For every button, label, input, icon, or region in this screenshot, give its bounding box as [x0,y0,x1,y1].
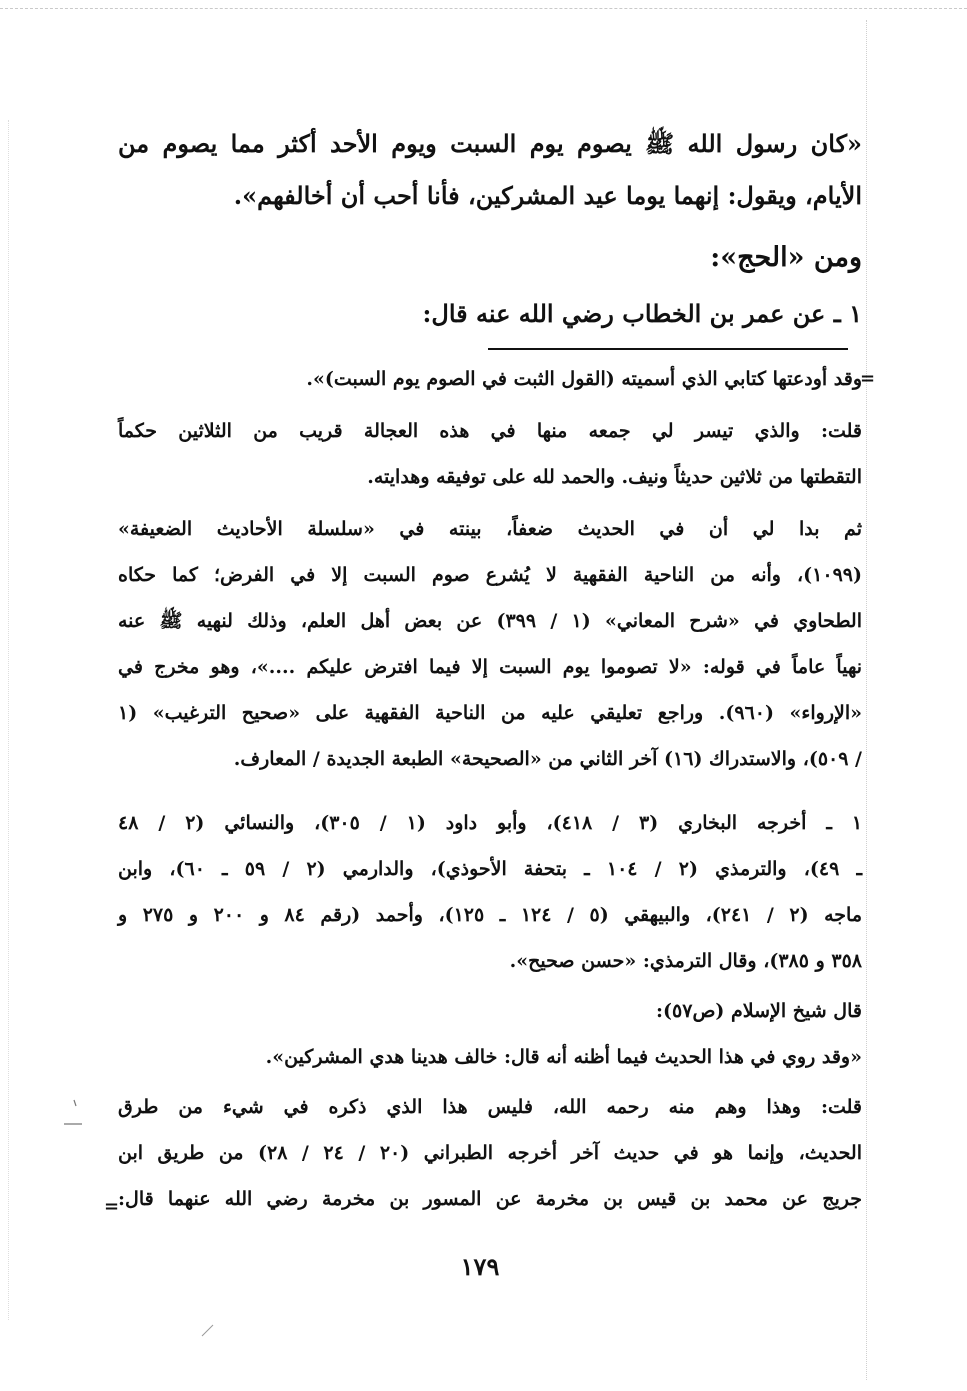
stray-pencil-mark-icon [200,1322,216,1338]
hadith-intro-text: ١ ـ عن عمر بن الخطاب رضي الله عنه قال: [422,299,862,328]
section-heading-text: ومن «الحج»: [710,242,862,273]
main-text-line: «كان رسول الله ﷺ يصوم يوم السبت ويوم الأحد أكثر مما يصوم من [118,129,862,158]
footnote-line: «الإرواء» (٩٦٠). وراجع تعليقي عليه من الناحية الفقهية على «صحيح الترغيب» (١ [118,702,862,724]
scan-edge-left [8,120,9,1320]
footnote-line: ـ ٤٩)، والترمذي (٢ / ١٠٤ ـ بتحفة الأحوذي)، والدارمي (٢ / ٥٩ ـ ٦٠)، وابن [118,858,863,880]
footnote-line: قال شيخ الإسلام (ص٥٧): [656,1000,862,1022]
footnote-line: قلت: والذي تيسر لي جمعه منها في هذه العجالة قريب من الثلاثين حكماً [118,420,862,442]
footnote-line: ٣٥٨ و ٣٨٥)، وقال الترمذي: «حسن صحيح». [509,950,862,972]
main-text-line: الأيام، ويقول: إنهما يوما عيد المشركين، فأنا أحب أن أخالفهم». [233,181,862,210]
continuation-mark-bottom: = [104,1196,120,1217]
footnote-line: الطحاوي في «شرح المعاني» (١ / ٣٩٩) عن بعض أهل العلم، وذلك لنهيه ﷺ عنه [118,610,863,632]
footnote-separator [488,348,848,350]
footnote-line: التقطتها من ثلاثين حديثاً ونيف. والحمد لله على توفيقه وهدايته. [367,466,862,488]
footnote-line: (١٠٩٩)، وأنه من الناحية الفقهية لا يُشرع صوم السبت إلا في الفرض؛ كما حكاه [118,564,862,586]
continuation-mark-top: = [860,368,876,389]
footnote-line: ١ ـ أخرجه البخاري (٣ / ٤١٨)، وأبو داود (١ / ٣٠٥)، والنسائي (٢ / ٤٨ [118,812,863,834]
scan-edge-top [0,8,967,9]
section-heading [118,232,862,284]
footnote-line: جريج عن محمد بن قيس بن مخرمة عن المسور بن مخرمة رضي الله عنهما قال: [118,1188,862,1210]
footnote-line: «وقد روي في هذا الحديث فيما أظنه أنه قال: خالف هدينا هدي المشركين». [265,1046,862,1068]
footnote-line: وقد أودعتها كتابي الذي أسميته (القول الثبت في الصوم يوم السبت)». [306,368,862,390]
main-text [118,118,862,222]
footnote-line: ثم بدا لي أن في الحديث ضعفاً، بينته في «سلسلة الأحاديث الضعيفة» [118,518,862,540]
scan-edge-right [866,20,867,1380]
page-number: ١٧٩ [460,1252,500,1281]
footnotes-bottom [118,800,862,1222]
footnote-line: نهياً عاماً في قوله: «لا تصوموا يوم السبت إلا فيما افترض عليكم ....»، وهو مخرج في [118,656,862,678]
footnote-line: / ٥٠٩)، والاستدراك (١٦) آخر الثاني من «الصحيحة» الطبعة الجديدة / المعارف. [233,748,862,770]
footnote-line: قلت: وهذا وهم منه رحمه الله، فليس هذا الذي ذكره في شيء من طرق [118,1096,862,1118]
footnote-line: الحديث، وإنما هو في حديث آخر أخرجه الطبراني (٢٠ / ٢٤ / ٢٨) من طريق ابن [118,1142,862,1164]
margin-pencil-mark-icon [60,1098,86,1128]
footnote-line: ماجه (٢ / ٢٤١)، والبيهقي (٥ / ١٢٤ ـ ١٢٥)، وأحمد (رقم ٨٤ و ٢٠٠ و ٢٧٥ و [118,904,863,926]
footnotes-top [118,356,862,782]
hadith-intro [118,288,862,340]
